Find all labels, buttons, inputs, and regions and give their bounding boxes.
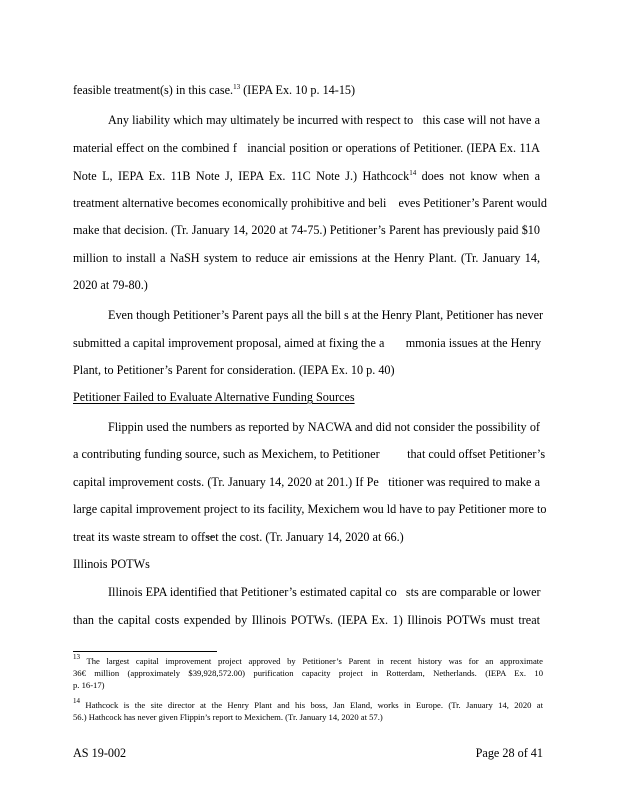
footnote-13-line-1 xyxy=(73,653,543,667)
footnote-14-line-1 xyxy=(73,697,543,711)
body-line-9: Even though Petitioner’s Parent pays all the bill s at the Henry Plant, Petitioner has never xyxy=(108,308,544,322)
body-text: feasible treatment(s) in this case. xyxy=(73,83,234,97)
body-line-13: Flippin used the numbers as reported by NACWA and did not consider the possibility of xyxy=(108,420,540,434)
body-text: (IEPA Ex. 10 p. 14-15) xyxy=(240,83,356,97)
body-line-8: 2020 at 79-80.) xyxy=(73,278,148,292)
body-line-1 xyxy=(73,82,355,98)
body-line-2: Any liability which may ultimately be incurred with respect to this case will not have a xyxy=(108,113,540,127)
footnote-text: The largest capital improvement project approved by Petitioner’s Parent in recent history was for an approximate xyxy=(80,656,543,666)
body-text: does not know when a xyxy=(416,169,540,183)
body-line-10: submitted a capital improvement proposal, aimed at fixing the a mmonia issues at the Henry xyxy=(73,336,542,350)
body-line-16: large capital improvement project to its facility, Mexichem wou ld have to pay Petitioner more to xyxy=(73,502,547,516)
footnote-divider xyxy=(73,651,217,652)
footer-page-number: Page 28 of 41 xyxy=(475,746,543,760)
section-heading-illinois-potws: Illinois POTWs xyxy=(73,557,150,571)
footnote-mark-14: 14 xyxy=(73,697,80,705)
footnote-mark-13: 13 xyxy=(73,653,80,661)
body-line-5: treatment alternative becomes economically prohibitive and beli eves Petitioner’s Parent would xyxy=(73,196,547,210)
body-line-6: make that decision. (Tr. January 14, 2020 at 74-75.) Petitioner’s Parent has previously paid $10 xyxy=(73,223,540,237)
footnote-13-line-2: 36€ million (approximately $39,928,572.00) purification capacity project in Rotterdam, Netherlands. (IEPA Ex. 10 xyxy=(73,668,543,678)
section-heading-alternative-funding: Petitioner Failed to Evaluate Alternative Funding Sources xyxy=(73,390,355,404)
body-line-7: million to install a NaSH system to reduce air emissions at the Henry Plant. (Tr. January 14, xyxy=(73,251,540,265)
body-line-15: capital improvement costs. (Tr. January 14, 2020 at 201.) If Pe titioner was required to make a xyxy=(73,475,540,489)
body-text: Note L, IEPA Ex. 11B Note J, IEPA Ex. 11C Note J.) Hathcock xyxy=(73,169,410,183)
footnote-14-line-2: 56.) Hathcock has never given Flippin’s report to Mexichem. (Tr. January 14, 2020 at 57.) xyxy=(73,712,383,722)
body-line-11: Plant, to Petitioner’s Parent for consideration. (IEPA Ex. 10 p. 40) xyxy=(73,363,395,377)
body-line-20: than the capital costs expended by Illinois POTWs. (IEPA Ex. 1) Illinois POTWs must treat xyxy=(73,613,540,627)
body-line-17: treat its waste stream to offs̶et the cost. (Tr. January 14, 2020 at 66.) xyxy=(73,530,404,544)
footnote-13-line-3: p. 16-17) xyxy=(73,680,105,690)
footnote-text: Hathcock is the site director at the Henry Plant and his boss, Jan Eland, works in Europe. (Tr. January 14, 2020 at xyxy=(80,700,543,710)
body-line-14: a contributing funding source, such as Mexichem, to Petitioner that could offset Petitioner’s xyxy=(73,447,546,461)
footer-case-number: AS 19-002 xyxy=(73,746,127,760)
body-line-4 xyxy=(73,168,540,184)
body-line-3: material effect on the combined f inancial position or operations of Petitioner. (IEPA Ex. 11A xyxy=(73,141,540,155)
footnote-ref-13: 13 xyxy=(233,83,241,91)
footnote-ref-14: 14 xyxy=(409,169,417,177)
body-line-19: Illinois EPA identified that Petitioner’s estimated capital co sts are comparable or lower xyxy=(108,585,541,599)
